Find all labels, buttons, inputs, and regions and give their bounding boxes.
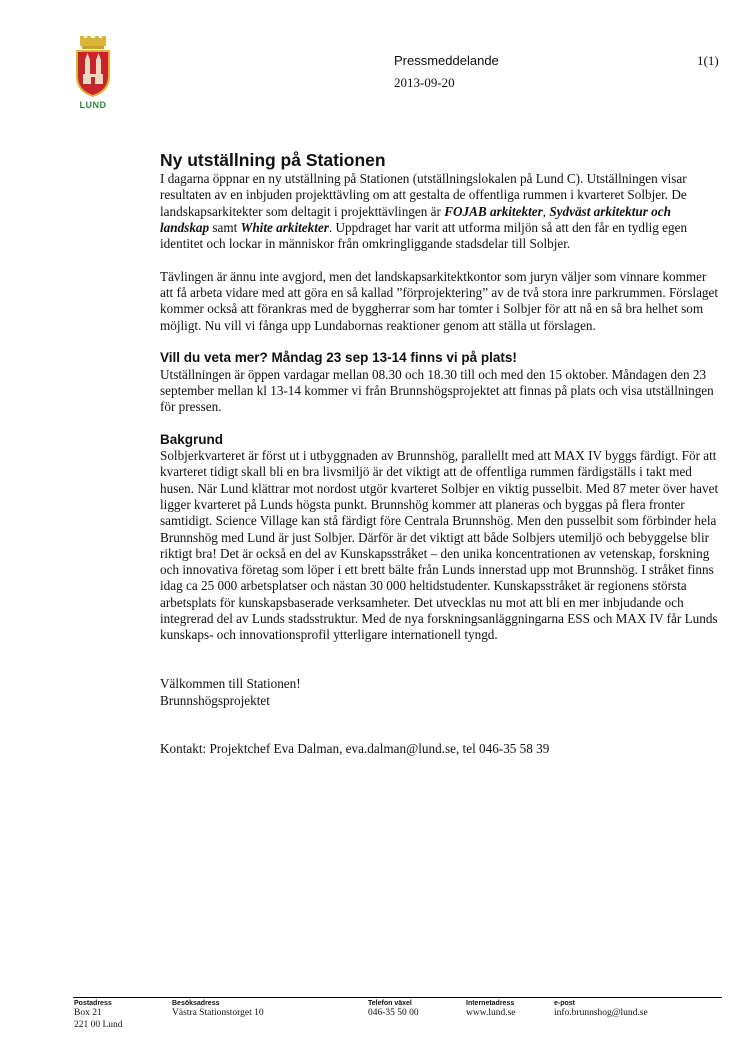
footer-phone: Telefon växel 046-35 50 00 — [368, 1000, 419, 1018]
email-link[interactable]: info.brunnshog@lund.se — [554, 1008, 648, 1018]
footer-divider — [73, 997, 722, 998]
closing-signature: Brunnshögsprojektet — [160, 692, 270, 708]
paragraph-opening-hours: Utställningen är öppen vardagar mellan 08.30 och 18.30 till och med den 15 oktober. Måndagen den 23 september mellan kl 13-14 kommer vi från Brunnshögsprojektet att finnas på plats och visa utställningen för pressen. — [160, 366, 714, 415]
section-heading-background: Bakgrund — [160, 431, 224, 447]
footer-visit-address: Besöksadress Västra Stationstorget 10 — [172, 1000, 264, 1018]
website-link[interactable]: www.lund.se — [466, 1008, 516, 1018]
lund-coat-of-arms-icon — [73, 36, 113, 98]
page-number: 1(1) — [697, 53, 719, 68]
article-title: Ny utställning på Stationen — [160, 150, 386, 170]
document-date: 2013-09-20 — [394, 75, 455, 90]
paragraph-competition: Tävlingen är ännu inte avgjord, men det landskapsarkitektkontor som juryn väljer som vinnare kommer att få arbeta vidare med att göra en så kallad ”förprojektering” av de två stora inre parkrummen. Förslaget kommer också att förankras med de byggherrar som har tomter i Solbjer för att nå en så bra helhet som möjligt. Nu vill vi fånga upp Lundabornas reaktioner genom att ställa ut förslagen. — [160, 268, 719, 333]
firm-sydvast: Sydväst arkitektur och landskap — [160, 203, 671, 235]
footer-post-address: Postadress Box 21 221 00 Lund — [74, 1000, 123, 1030]
closing-greeting: Välkommen till Stationen! — [160, 676, 301, 692]
article-body — [160, 150, 720, 758]
firm-white: White arkitekter — [240, 219, 329, 235]
footer-email: e-post info.brunnshog@lund.se — [554, 1000, 648, 1018]
paragraph-intro: I dagarna öppnar en ny utställning på Stationen (utställningslokalen på Lund C). Utställningen visar resultaten av en inbjuden projekttävling om att gestalta de offentliga rummen i kvarteret Solbjer. De landskapsarkitekter som deltagit i projekttävlingen är FOJAB arkitekter, Sydväst arkitektur och landskap samt White arkitekter. Uppdraget har varit att utforma miljön så att den får en tydlig egen identitet och lockar in människor från omkringliggande stadsdelar till Solbjer. — [160, 171, 688, 252]
paragraph-background: Solbjerkvarteret är först ut i utbyggnaden av Brunnshög, parallellt med att MAX IV byggs färdigt. För att kvarteret tidigt skall bli en bra livsmiljö är det viktigt att de offentliga rummen färdigställs i takt med husen. När Lund klättrar mot nordost utgör kvarteret Solbjer en viktig pusselbit. Med 87 meter över havet ligger kvarteret på Lunds högsta punkt. Brunnshög kommer att planeras och byggas på flera fronter samtidigt. Science Village kan stå färdigt före Centrala Brunnshög. Men den pusselbit som förbinder hela Brunnshög med Lund är just Solbjer. Därför är det viktigt att både Solbjers utemiljö och bebyggelse blir riktigt bra! Det är också en del av Kunskapsstråket – den unika koncentrationen av vetenskap, forskning och innovativa företag som löper i ett brett bälte från Lunds innerstad upp mot Brunnshög. I stråket finns idag ca 25 000 arbetsplatser och nästan 30 000 heltidstudenter. Kunskapsstråket är regionens största arbetsplats för kunskapsbaserade verksamheter. Det utvecklas nu mot att bli en mer inbjudande och integrerad del av Lunds stadsstruktur. Med de nya forskningsanläggningarna ESS och MAX IV får Lunds kunskaps- och innovationsprofil ytterligare internationell tyngd. — [160, 448, 719, 643]
document-type: Pressmeddelande — [394, 53, 499, 68]
firm-fojab: FOJAB arkitekter — [444, 203, 543, 219]
contact-info: Kontakt: Projektchef Eva Dalman, eva.dalman@lund.se, tel 046-35 58 39 — [160, 741, 550, 757]
section-heading-more-info: Vill du veta mer? Måndag 23 sep 13-14 finns vi på plats! — [160, 350, 517, 366]
logo-text: LUND — [79, 100, 107, 110]
city-logo — [73, 36, 113, 114]
footer-website: Internetadress www.lund.se — [466, 1000, 516, 1018]
